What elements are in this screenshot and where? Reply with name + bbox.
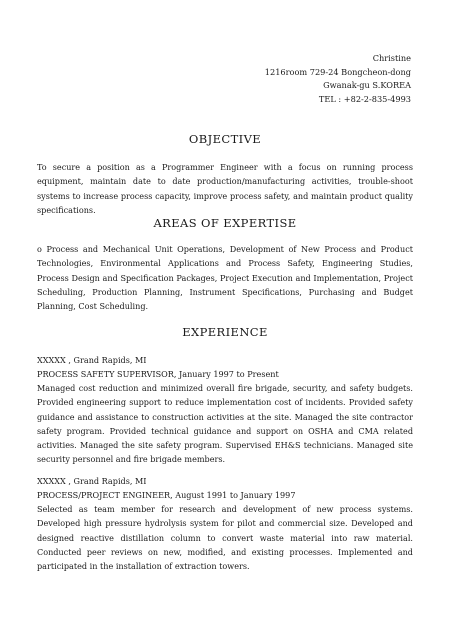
contact-city: Gwanak-gu S.KOREA (323, 80, 411, 91)
objective-heading: OBJECTIVE (188, 132, 262, 146)
job-1-description: Managed cost reduction and minimized overall fire brigade, security, and safety budgets. Provided engineering support to reduce implementation cost of incidents. Provided safety guidance and assistance to construction activities at the site. Managed the site contractor safety program. Provided technical guidance and support on OSHA and CMA related activities. Managed the site safety program. Supervised EH&S technicians. Managed site security personnel and fire brigade members. (37, 383, 413, 465)
objective-text: To secure a position as a Programmer Engineer with a focus on running process equipment, maintain date to date production/manufacturing activities, trouble-shoot systems to increase process capacity, improve process safety, and maintain product quality specifications. (37, 162, 413, 215)
contact-block (265, 52, 411, 106)
job-2-description: Selected as team member for research and development of new process systems. Developed high pressure hydrolysis system for pilot and commercial size. Developed and designed reactive distillation column to convert waste material into raw material. Conducted peer reviews on new, modified, and existing processes. Implemented and participated in the installation of extraction towers. (37, 504, 413, 572)
experience-heading: EXPERIENCE (182, 325, 268, 339)
job-2-position: PROCESS/PROJECT ENGINEER, August 1991 to January 1997 (37, 490, 296, 500)
contact-phone: TEL : +82-2-835-4993 (318, 93, 411, 104)
contact-address: 1216room 729-24 Bongcheon-dong (264, 66, 411, 77)
job-1-company: XXXXX , Grand Rapids, MI (37, 355, 147, 365)
job-2-company: XXXXX , Grand Rapids, MI (37, 476, 147, 486)
job-1-position: PROCESS SAFETY SUPERVISOR, January 1997 to Present (37, 369, 279, 379)
expertise-text: o Process and Mechanical Unit Operations, Development of New Process and Product Technologies, Environmental Applications and Process Safety, Engineering Studies, Process Design and Specification Packages, Project Execution and Implementation, Project Scheduling, Production Planning, Instrument Specifications, Purchasing and Budget Planning, Cost Scheduling. (37, 244, 413, 312)
expertise-heading: AREAS OF EXPERTISE (153, 216, 297, 230)
contact-name: Christine (372, 53, 411, 63)
